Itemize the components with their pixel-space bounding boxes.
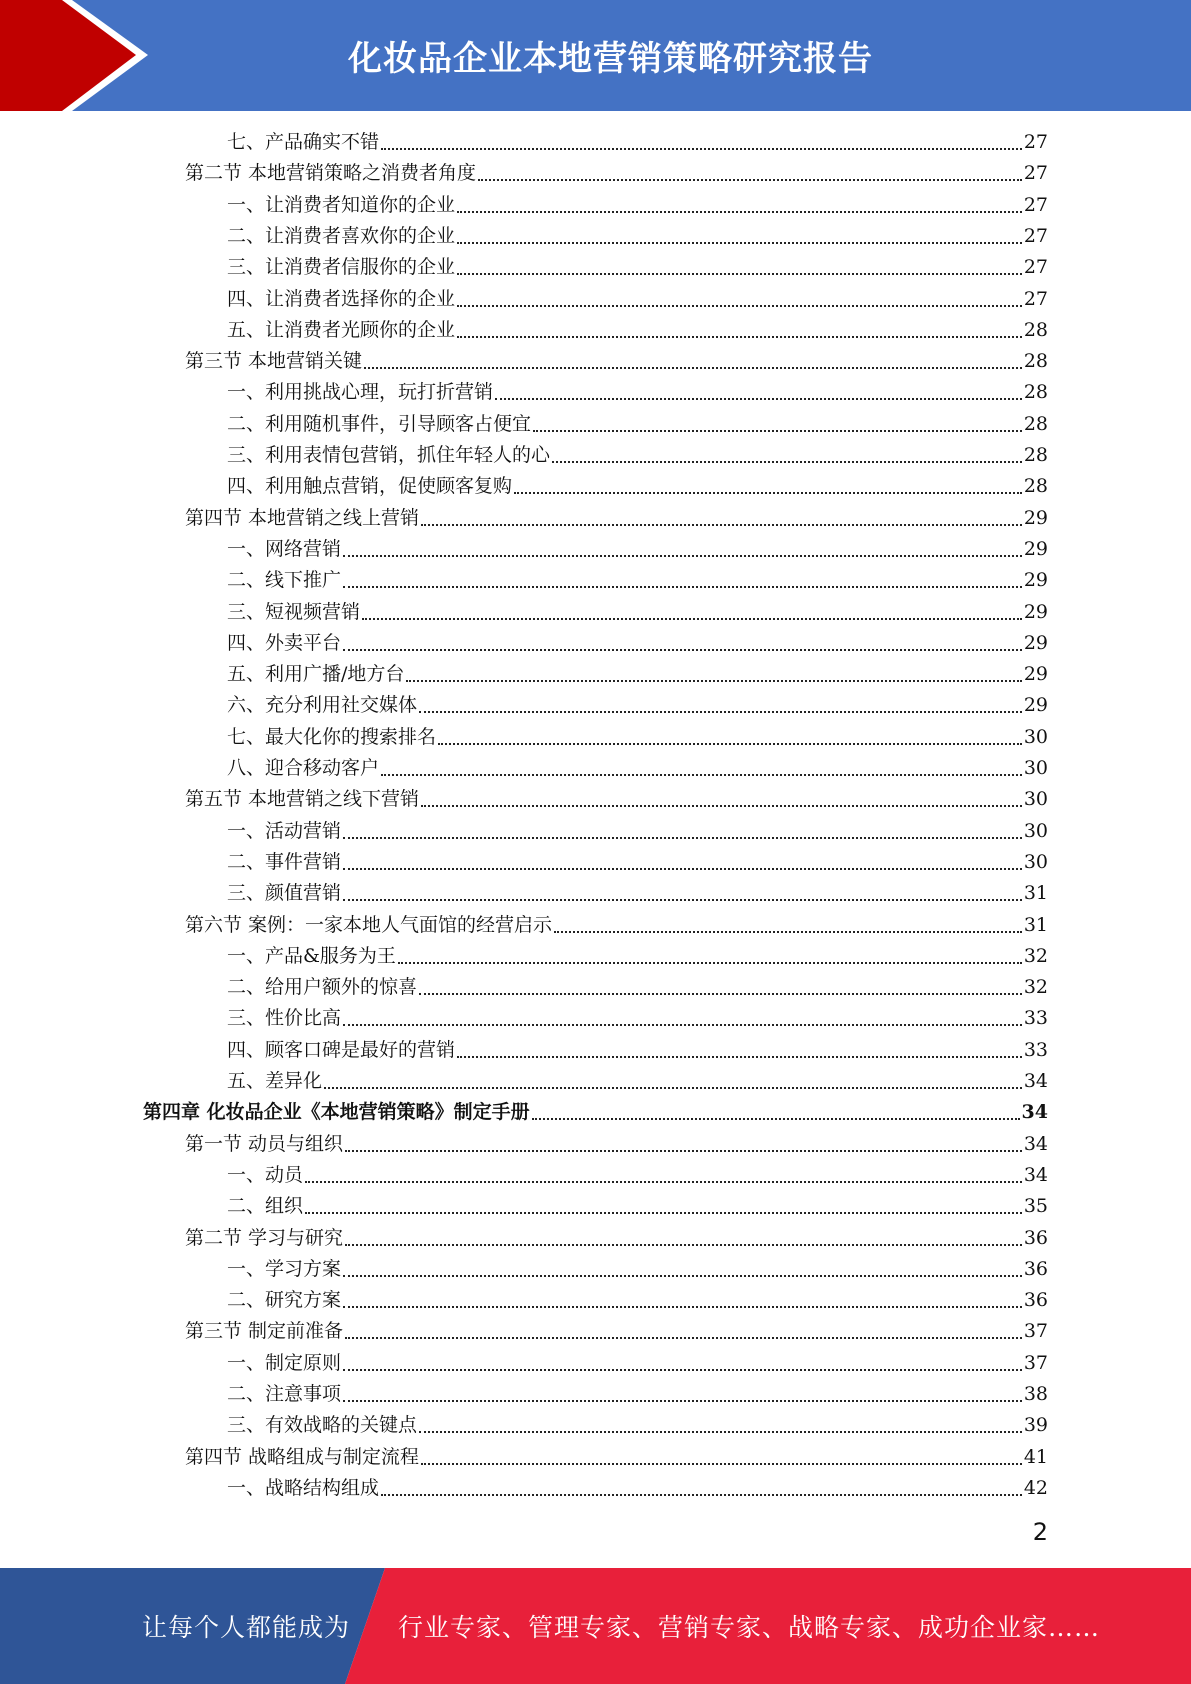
toc-entry-page: 42 — [1023, 1476, 1048, 1499]
toc-entry-title: 一、让消费者知道你的企业 — [227, 193, 456, 216]
toc-subsection-entry[interactable] — [227, 722, 1048, 753]
toc-entry-page: 30 — [1023, 850, 1048, 873]
toc-entry-title: 二、让消费者喜欢你的企业 — [227, 224, 456, 247]
toc-entry-title: 第五节 本地营销之线下营销 — [185, 788, 420, 811]
toc-entry-title: 第三节 制定前准备 — [185, 1320, 344, 1343]
toc-subsection-entry[interactable] — [227, 252, 1048, 283]
toc-dot-leader — [381, 1494, 1022, 1496]
toc-dot-leader — [343, 1306, 1022, 1308]
toc-subsection-entry[interactable] — [227, 1035, 1048, 1066]
toc-dot-leader — [381, 148, 1022, 150]
toc-entry-page: 27 — [1023, 224, 1048, 247]
toc-entry-title: 第一节 动员与组织 — [185, 1132, 344, 1155]
toc-entry-page: 34 — [1021, 1101, 1048, 1124]
toc-dot-leader — [345, 1244, 1022, 1246]
toc-entry-title: 第二节 学习与研究 — [185, 1226, 344, 1249]
toc-entry-page: 28 — [1023, 318, 1048, 341]
toc-entry-page: 36 — [1023, 1289, 1048, 1312]
toc-entry-page: 29 — [1023, 506, 1048, 529]
toc-entry-title: 一、利用挑战心理，玩打折营销 — [227, 381, 494, 404]
footer-slogan-right: 行业专家、管理专家、营销专家、战略专家、成功企业家…… — [398, 1613, 1101, 1642]
toc-subsection-entry[interactable] — [227, 1254, 1048, 1285]
toc-entry-title: 第六节 案例：一家本地人气面馆的经营启示 — [185, 913, 553, 936]
toc-entry-title: 一、产品&服务为王 — [227, 944, 396, 967]
toc-dot-leader — [554, 931, 1022, 933]
toc-entry-page: 29 — [1023, 663, 1048, 686]
toc-dot-leader — [398, 962, 1022, 964]
toc-entry-title: 四、外卖平台 — [227, 631, 342, 654]
toc-entry-page: 28 — [1023, 412, 1048, 435]
toc-dot-leader — [406, 680, 1021, 682]
toc-dot-leader — [532, 1118, 1020, 1120]
toc-entry-page: 30 — [1023, 819, 1048, 842]
toc-subsection-entry[interactable] — [227, 440, 1048, 471]
toc-entry-title: 第四章 化妆品企业《本地营销策略》制定手册 — [143, 1101, 530, 1124]
toc-entry-page: 27 — [1023, 193, 1048, 216]
toc-subsection-entry[interactable] — [227, 377, 1048, 408]
toc-section-entry[interactable] — [185, 910, 1048, 941]
toc-entry-title: 三、让消费者信服你的企业 — [227, 256, 456, 279]
toc-dot-leader — [478, 179, 1022, 181]
toc-section-entry[interactable] — [185, 503, 1048, 534]
toc-subsection-entry[interactable] — [227, 659, 1048, 690]
toc-entry-page: 29 — [1023, 600, 1048, 623]
toc-subsection-entry[interactable] — [227, 190, 1048, 221]
toc-section-entry[interactable] — [185, 346, 1048, 377]
toc-section-entry[interactable] — [185, 1316, 1048, 1347]
toc-subsection-entry[interactable] — [227, 941, 1048, 972]
toc-dot-leader — [495, 398, 1022, 400]
toc-dot-leader — [364, 367, 1022, 369]
toc-entry-page: 30 — [1023, 788, 1048, 811]
toc-subsection-entry[interactable] — [227, 221, 1048, 252]
toc-entry-title: 三、短视频营销 — [227, 600, 361, 623]
toc-dot-leader — [552, 461, 1022, 463]
toc-subsection-entry[interactable] — [227, 315, 1048, 346]
toc-subsection-entry[interactable] — [227, 847, 1048, 878]
toc-entry-title: 五、差异化 — [227, 1070, 323, 1092]
toc-entry-page: 37 — [1023, 1320, 1048, 1343]
toc-entry-title: 一、网络营销 — [227, 537, 342, 560]
toc-subsection-entry[interactable] — [227, 127, 1048, 158]
toc-entry-page: 29 — [1023, 569, 1048, 592]
toc-entry-page: 28 — [1023, 444, 1048, 466]
toc-dot-leader — [457, 242, 1022, 244]
toc-entry-page: 27 — [1023, 287, 1048, 310]
toc-entry-page: 32 — [1023, 976, 1048, 999]
toc-subsection-entry[interactable] — [227, 690, 1048, 721]
toc-entry-title: 四、让消费者选择你的企业 — [227, 287, 456, 310]
toc-entry-title: 一、学习方案 — [227, 1257, 342, 1280]
toc-subsection-entry[interactable] — [227, 597, 1048, 628]
toc-entry-title: 第四节 本地营销之线上营销 — [185, 506, 420, 529]
toc-entry-title: 三、颜值营销 — [227, 882, 342, 905]
toc-entry-page: 34 — [1023, 1163, 1048, 1186]
toc-dot-leader — [421, 524, 1022, 526]
toc-entry-page: 28 — [1023, 350, 1048, 373]
toc-entry-page: 33 — [1023, 1007, 1048, 1030]
toc-dot-leader — [533, 430, 1022, 432]
toc-entry-title: 第三节 本地营销关键 — [185, 350, 363, 373]
toc-entry-page: 31 — [1023, 882, 1048, 905]
toc-entry-title: 四、利用触点营销，促使顾客复购 — [227, 475, 513, 498]
toc-entry-title: 一、动员 — [227, 1163, 304, 1186]
page-number: 2 — [1032, 1518, 1048, 1546]
toc-dot-leader — [419, 993, 1022, 995]
toc-chapter-entry[interactable] — [143, 1097, 1048, 1128]
toc-entry-title: 七、最大化你的搜索排名 — [227, 725, 437, 748]
toc-dot-leader — [457, 1056, 1022, 1058]
toc-subsection-entry[interactable] — [227, 534, 1048, 565]
toc-dot-leader — [419, 1431, 1022, 1433]
toc-entry-title: 七、产品确实不错 — [227, 131, 380, 153]
toc-dot-leader — [457, 336, 1022, 338]
toc-dot-leader — [457, 211, 1022, 213]
toc-dot-leader — [343, 1024, 1022, 1026]
toc-dot-leader — [305, 1212, 1022, 1214]
toc-dot-leader — [419, 711, 1022, 713]
toc-dot-leader — [343, 1275, 1022, 1277]
toc-entry-title: 一、战略结构组成 — [227, 1476, 380, 1499]
toc-entry-page: 29 — [1023, 631, 1048, 654]
toc-entry-title: 二、利用随机事件，引导顾客占便宜 — [227, 412, 532, 435]
toc-dot-leader — [343, 868, 1022, 870]
toc-entry-title: 一、活动营销 — [227, 819, 342, 842]
toc-entry-page: 28 — [1023, 475, 1048, 498]
footer-banner — [0, 1568, 1191, 1684]
toc-dot-leader — [305, 1181, 1022, 1183]
toc-dot-leader — [343, 837, 1022, 839]
toc-dot-leader — [438, 743, 1022, 745]
toc-subsection-entry[interactable] — [227, 471, 1048, 502]
toc-subsection-entry[interactable] — [227, 1379, 1048, 1410]
toc-section-entry[interactable] — [185, 1129, 1048, 1160]
toc-dot-leader — [421, 805, 1022, 807]
toc-entry-title: 五、让消费者光顾你的企业 — [227, 318, 456, 341]
toc-dot-leader — [362, 618, 1022, 620]
toc-entry-title: 四、顾客口碑是最好的营销 — [227, 1038, 456, 1061]
toc-dot-leader — [421, 1463, 1022, 1465]
toc-section-entry[interactable] — [185, 158, 1048, 189]
toc-dot-leader — [343, 1400, 1022, 1402]
toc-dot-leader — [343, 899, 1022, 901]
header-banner — [0, 0, 1191, 111]
toc-entry-page: 28 — [1023, 381, 1048, 404]
toc-entry-page: 41 — [1023, 1445, 1048, 1468]
toc-subsection-entry[interactable] — [227, 1285, 1048, 1316]
toc-subsection-entry[interactable] — [227, 565, 1048, 596]
toc-subsection-entry[interactable] — [227, 284, 1048, 315]
toc-dot-leader — [343, 555, 1022, 557]
toc-dot-leader — [381, 774, 1022, 776]
toc-entry-page: 30 — [1023, 725, 1048, 748]
toc-entry-page: 39 — [1023, 1414, 1048, 1437]
toc-entry-title: 三、利用表情包营销，抓住年轻人的心 — [227, 444, 551, 466]
toc-dot-leader — [324, 1087, 1022, 1089]
toc-section-entry[interactable] — [185, 1442, 1048, 1473]
toc-subsection-entry[interactable] — [227, 1160, 1048, 1191]
toc-entry-page: 36 — [1023, 1226, 1048, 1249]
document-title: 化妆品企业本地营销策略研究报告 — [348, 39, 873, 79]
toc-subsection-entry[interactable] — [227, 1473, 1048, 1504]
toc-entry-page: 27 — [1023, 131, 1048, 153]
toc-subsection-entry[interactable] — [227, 878, 1048, 909]
toc-subsection-entry[interactable] — [227, 816, 1048, 847]
toc-entry-title: 第四节 战略组成与制定流程 — [185, 1445, 420, 1468]
toc-entry-title: 二、给用户额外的惊喜 — [227, 976, 418, 999]
toc-dot-leader — [345, 1337, 1022, 1339]
toc-subsection-entry[interactable] — [227, 1066, 1048, 1097]
toc-entry-page: 38 — [1023, 1383, 1048, 1405]
toc-entry-page: 27 — [1023, 256, 1048, 279]
toc-entry-title: 三、有效战略的关键点 — [227, 1414, 418, 1437]
toc-subsection-entry[interactable] — [227, 1191, 1048, 1222]
toc-entry-page: 27 — [1023, 162, 1048, 185]
toc-entry-page: 34 — [1023, 1132, 1048, 1155]
toc-dot-leader — [457, 305, 1022, 307]
toc-entry-page: 30 — [1023, 757, 1048, 779]
toc-entry-title: 三、性价比高 — [227, 1007, 342, 1030]
toc-entry-title: 二、线下推广 — [227, 569, 342, 592]
toc-entry-page: 35 — [1023, 1195, 1048, 1218]
toc-entry-title: 八、迎合移动客户 — [227, 757, 380, 779]
toc-entry-title: 二、事件营销 — [227, 850, 342, 873]
toc-subsection-entry[interactable] — [227, 753, 1048, 784]
toc-entry-page: 29 — [1023, 537, 1048, 560]
toc-entry-title: 一、制定原则 — [227, 1351, 342, 1374]
toc-dot-leader — [457, 273, 1022, 275]
toc-entry-page: 34 — [1023, 1070, 1048, 1092]
toc-subsection-entry[interactable] — [227, 1410, 1048, 1441]
toc-entry-page: 37 — [1023, 1351, 1048, 1374]
toc-entry-title: 五、利用广播/地方台 — [227, 663, 405, 686]
toc-entry-title: 二、注意事项 — [227, 1383, 342, 1405]
toc-dot-leader — [514, 492, 1022, 494]
toc-section-entry[interactable] — [185, 784, 1048, 815]
toc-entry-title: 二、组织 — [227, 1195, 304, 1218]
toc-entry-page: 31 — [1023, 913, 1048, 936]
toc-subsection-entry[interactable] — [227, 409, 1048, 440]
toc-entry-page: 36 — [1023, 1257, 1048, 1280]
toc-dot-leader — [343, 1369, 1022, 1371]
toc-dot-leader — [345, 1150, 1022, 1152]
toc-entry-title: 六、充分利用社交媒体 — [227, 694, 418, 717]
footer-slogan-left: 让每个人都能成为 — [142, 1613, 351, 1642]
toc-entry-page: 29 — [1023, 694, 1048, 717]
toc-dot-leader — [343, 649, 1022, 651]
toc-entry-title: 第二节 本地营销策略之消费者角度 — [185, 162, 477, 185]
toc-subsection-entry[interactable] — [227, 1003, 1048, 1034]
toc-entry-page: 32 — [1023, 944, 1048, 967]
toc-subsection-entry[interactable] — [227, 972, 1048, 1003]
toc-subsection-entry[interactable] — [227, 628, 1048, 659]
toc-dot-leader — [343, 586, 1022, 588]
toc-entry-page: 33 — [1023, 1038, 1048, 1061]
toc-subsection-entry[interactable] — [227, 1348, 1048, 1379]
toc-section-entry[interactable] — [185, 1223, 1048, 1254]
toc-entry-title: 二、研究方案 — [227, 1289, 342, 1312]
